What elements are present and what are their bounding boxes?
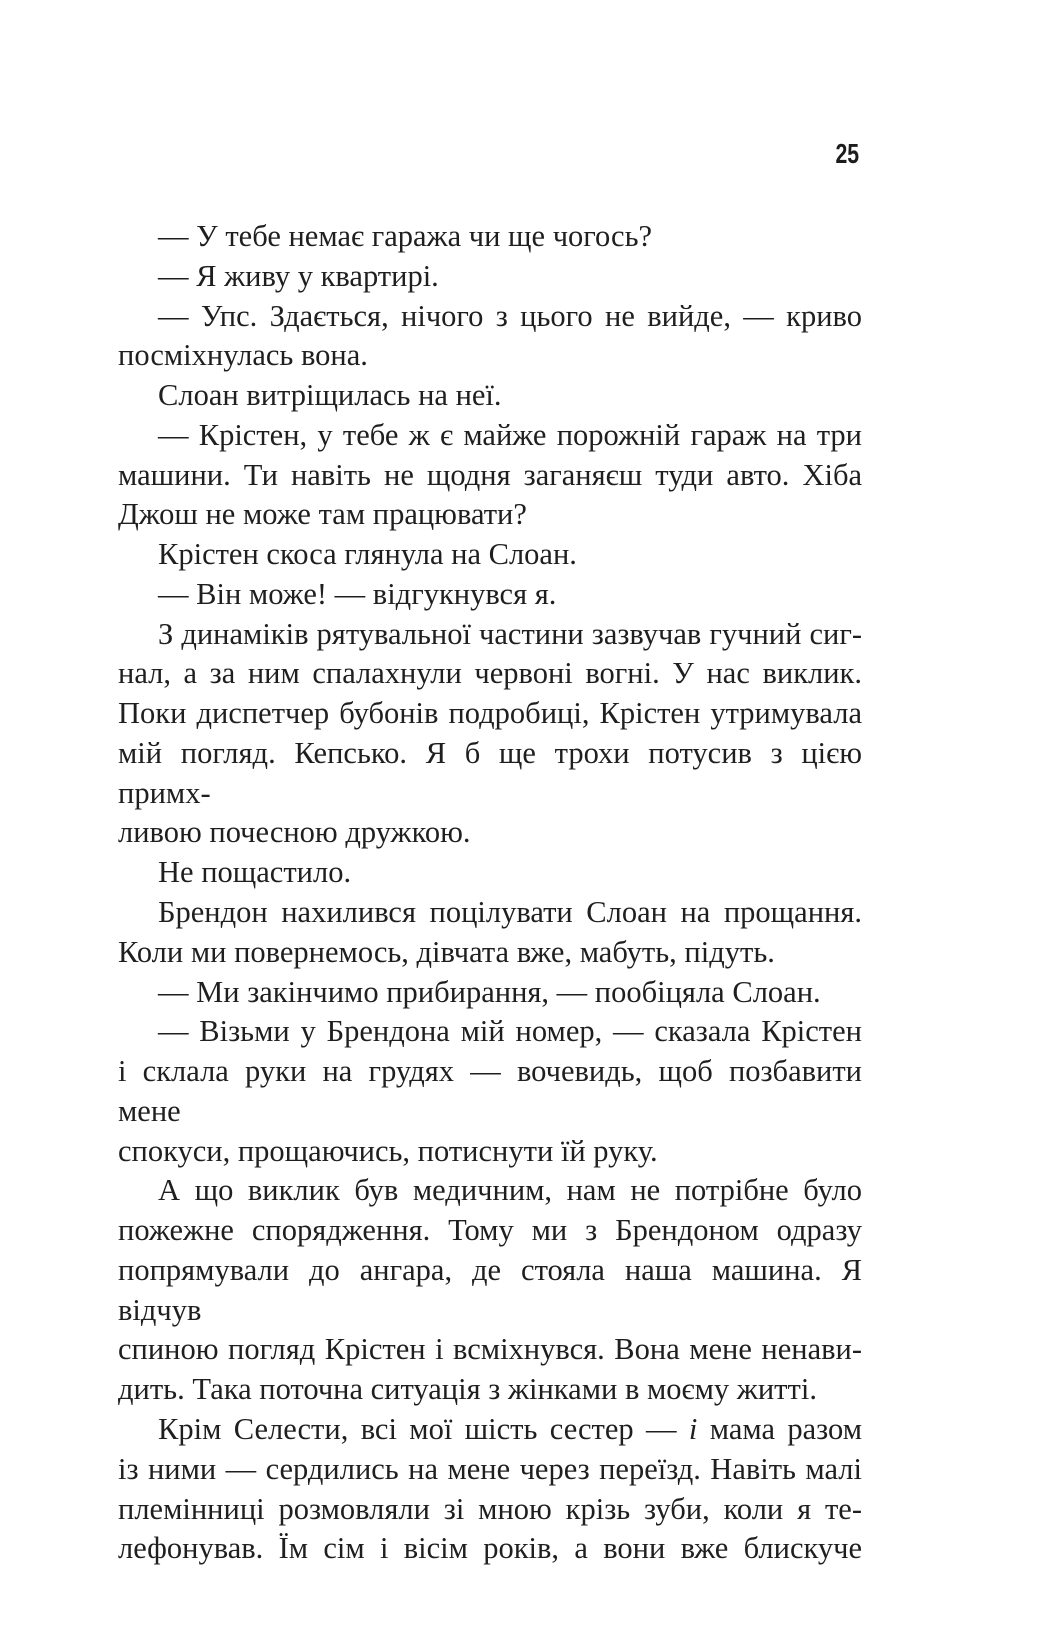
text-line: лефонував. Їм сім і вісім років, а вони вже блискуче (118, 1531, 862, 1566)
paragraph (118, 297, 862, 377)
text-line: Поки диспетчер бубонів подробиці, Крістен утримувала (118, 696, 862, 731)
text-line: — У тебе немає гаража чи ще чогось? (158, 219, 653, 253)
paragraph (118, 973, 862, 1013)
paragraph (118, 217, 862, 257)
text-block (118, 217, 862, 1569)
text-line: Джош не може там працювати? (118, 497, 527, 532)
text-line: Коли ми повернемось, дівчата вже, мабуть, підуть. (118, 934, 775, 969)
text-line: — Візьми у Брендона мій номер, — сказала Крістен (158, 1014, 862, 1049)
text-line: З динаміків рятувальної частини зазвучав гучний сиг- (158, 616, 862, 651)
paragraph (118, 575, 862, 615)
paragraph (118, 853, 862, 893)
text-line: — Я живу у квартирі. (158, 258, 439, 293)
text-line: Не пощастило. (158, 855, 352, 890)
text-line: Крістен скоса глянула на Слоан. (158, 537, 577, 572)
text-line: і склала руки на грудях — вочевидь, щоб позбавити мене (118, 1054, 862, 1128)
text-line: мій погляд. Кепсько. Я б ще трохи потусив з цією примх- (118, 735, 862, 810)
text-line: нал, а за ним спалахнули червоні вогні. У нас виклик. (118, 656, 862, 691)
paragraph (118, 416, 862, 535)
text-line: посміхнулась вона. (118, 338, 368, 373)
text-line: дить. Така поточна ситуація з жінками в моєму житті. (118, 1372, 817, 1407)
text-line: Брендон нахилився поцілувати Слоан на прощання. (158, 895, 862, 930)
text-line: пожежне спорядження. Тому ми з Брендоном одразу (118, 1213, 862, 1248)
paragraph (118, 376, 862, 416)
paragraph (118, 893, 862, 973)
text-line: — Він може! — відгукнувся я. (158, 576, 557, 611)
paragraph (118, 535, 862, 575)
text-line: — Упс. Здається, нічого з цього не вийде, — криво (158, 298, 862, 333)
paragraph (118, 257, 862, 297)
text-line: спиною погляд Крістен і всміхнувся. Вона мене ненави- (118, 1332, 862, 1367)
page-number: 25 (835, 138, 859, 169)
paragraph (118, 1012, 862, 1171)
text-line: Крім Селести, всі мої шість сестер — і мама разом (158, 1411, 862, 1446)
text-line: А що виклик був медичним, нам не потрібне було (158, 1173, 862, 1208)
text-line: — Крістен, у тебе ж є майже порожній гараж на три (158, 417, 862, 452)
text-line: спокуси, прощаючись, потиснути їй руку. (118, 1133, 658, 1168)
text-line: Слоан витріщилась на неї. (158, 378, 502, 413)
paragraph (118, 615, 862, 854)
paragraph (118, 1171, 862, 1410)
text-line: — Ми закінчимо прибирання, — пообіцяла Слоан. (158, 974, 821, 1009)
text-line: ливою почесною дружкою. (118, 815, 471, 850)
text-line: племінниці розмовляли зі мною крізь зуби, коли я те- (118, 1491, 862, 1526)
text-line: машини. Ти навіть не щодня заганяєш туди авто. Хіба (118, 457, 862, 492)
paragraph (118, 1410, 862, 1569)
text-line: із ними — сердились на мене через переїзд. Навіть малі (118, 1451, 862, 1486)
text-line: попрямували до ангара, де стояла наша машина. Я відчув (118, 1252, 862, 1327)
